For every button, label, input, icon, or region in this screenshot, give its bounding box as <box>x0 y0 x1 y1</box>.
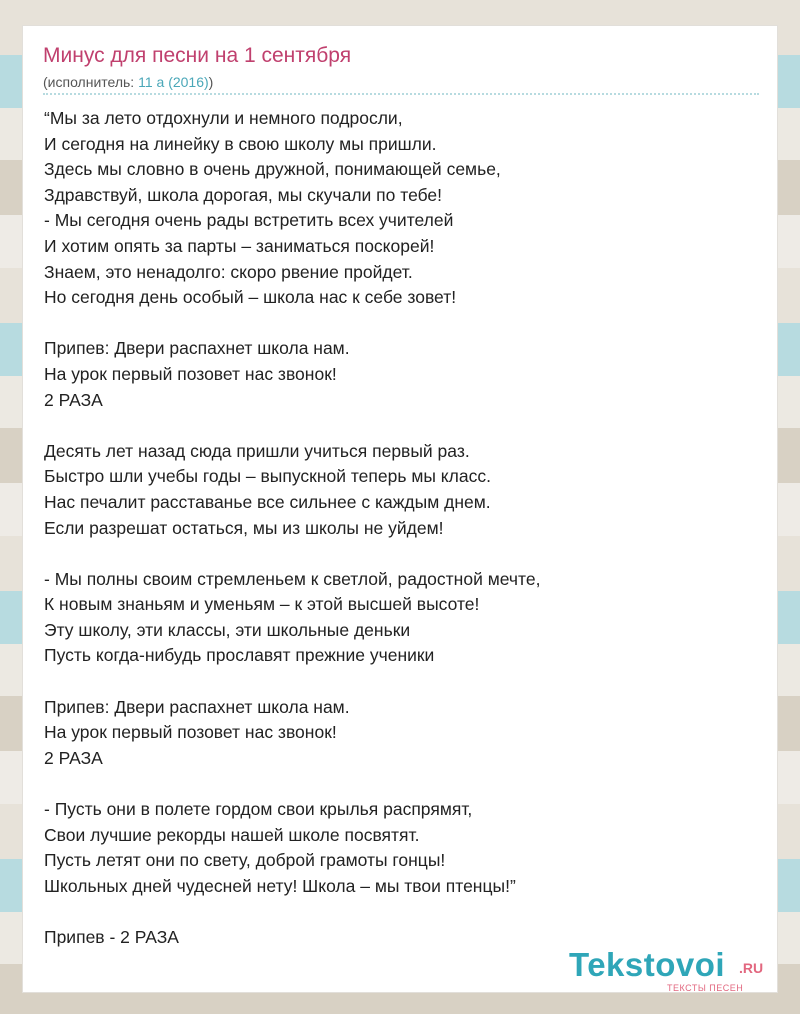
lyric-line: К новым знаньям и уменьям – к этой высшей высоте! <box>44 594 480 615</box>
lyric-line: Пусть летят они по свету, доброй грамоты гонцы! <box>44 850 446 871</box>
lyrics-stanza <box>44 695 764 772</box>
lyric-line: 2 РАЗА <box>44 747 103 768</box>
lyrics-stanza <box>44 106 764 311</box>
lyric-line: Школьных дней чудесней нету! Школа – мы твои птенцы!” <box>44 875 516 896</box>
lyric-line: И хотим опять за парты – заниматься поскорей! <box>44 235 435 256</box>
lyric-line: Припев: Двери распахнет школа нам. <box>44 696 350 717</box>
lyric-line: Свои лучшие рекорды нашей школе посвятят. <box>44 824 420 845</box>
lyric-line: Десять лет назад сюда пришли учиться первый раз. <box>44 440 470 461</box>
lyric-line: - Мы сегодня очень рады встретить всех учителей <box>44 210 454 231</box>
lyric-line: Припев - 2 РАЗА <box>44 927 179 947</box>
lyrics-stanza <box>44 797 764 899</box>
site-logo[interactable] <box>569 946 774 996</box>
lyric-line: Здесь мы словно в очень дружной, понимающей семье, <box>44 159 501 180</box>
lyric-line: Нас печалит расставанье все сильнее с каждым днем. <box>44 491 491 512</box>
lyrics-stanza <box>44 567 764 669</box>
lyrics-stanza <box>44 439 764 541</box>
page-title: Минус для песни на 1 сентября <box>43 44 352 67</box>
lyric-line: На урок первый позовет нас звонок! <box>44 363 337 384</box>
artist-line <box>43 74 213 90</box>
lyric-line: Здравствуй, школа дорогая, мы скучали по тебе! <box>44 184 443 205</box>
lyrics-stanza <box>44 336 764 413</box>
lyric-line: Знаем, это ненадолго: скоро рвение пройдет. <box>44 261 413 282</box>
artist-suffix: ) <box>208 74 214 90</box>
header-divider <box>43 93 759 95</box>
lyric-line: - Мы полны своим стремленьем к светлой, радостной мечте, <box>44 568 541 589</box>
logo-domain: .RU <box>739 960 764 976</box>
artist-prefix: (исполнитель: <box>43 74 139 90</box>
logo-tagline: ТЕКСТЫ ПЕСЕН <box>667 983 744 993</box>
lyric-line: Пусть когда-нибудь прославят прежние ученики <box>44 645 435 666</box>
lyric-line: - Пусть они в полете гордом свои крылья распрямят, <box>44 799 473 820</box>
lyric-line: Эту школу, эти классы, эти школьные деньки <box>44 619 411 640</box>
lyric-line: И сегодня на линейку в свою школу мы пришли. <box>44 133 437 154</box>
logo-name: Tekstovoi <box>569 946 726 983</box>
lyric-line: Быстро шли учебы годы – выпускной теперь мы класс. <box>44 466 491 487</box>
lyric-line: “Мы за лето отдохнули и немного подросли, <box>44 108 403 128</box>
lyric-line: Припев: Двери распахнет школа нам. <box>44 338 350 359</box>
lyrics-card <box>22 25 778 993</box>
artist-link[interactable]: 11 а (2016) <box>138 74 209 90</box>
lyric-line: На урок первый позовет нас звонок! <box>44 722 337 743</box>
lyric-line: 2 РАЗА <box>44 389 103 410</box>
lyric-line: Если разрешат остаться, мы из школы не уйдем! <box>44 517 444 538</box>
lyrics-text <box>44 106 764 976</box>
lyric-line: Но сегодня день особый – школа нас к себе зовет! <box>44 287 457 308</box>
